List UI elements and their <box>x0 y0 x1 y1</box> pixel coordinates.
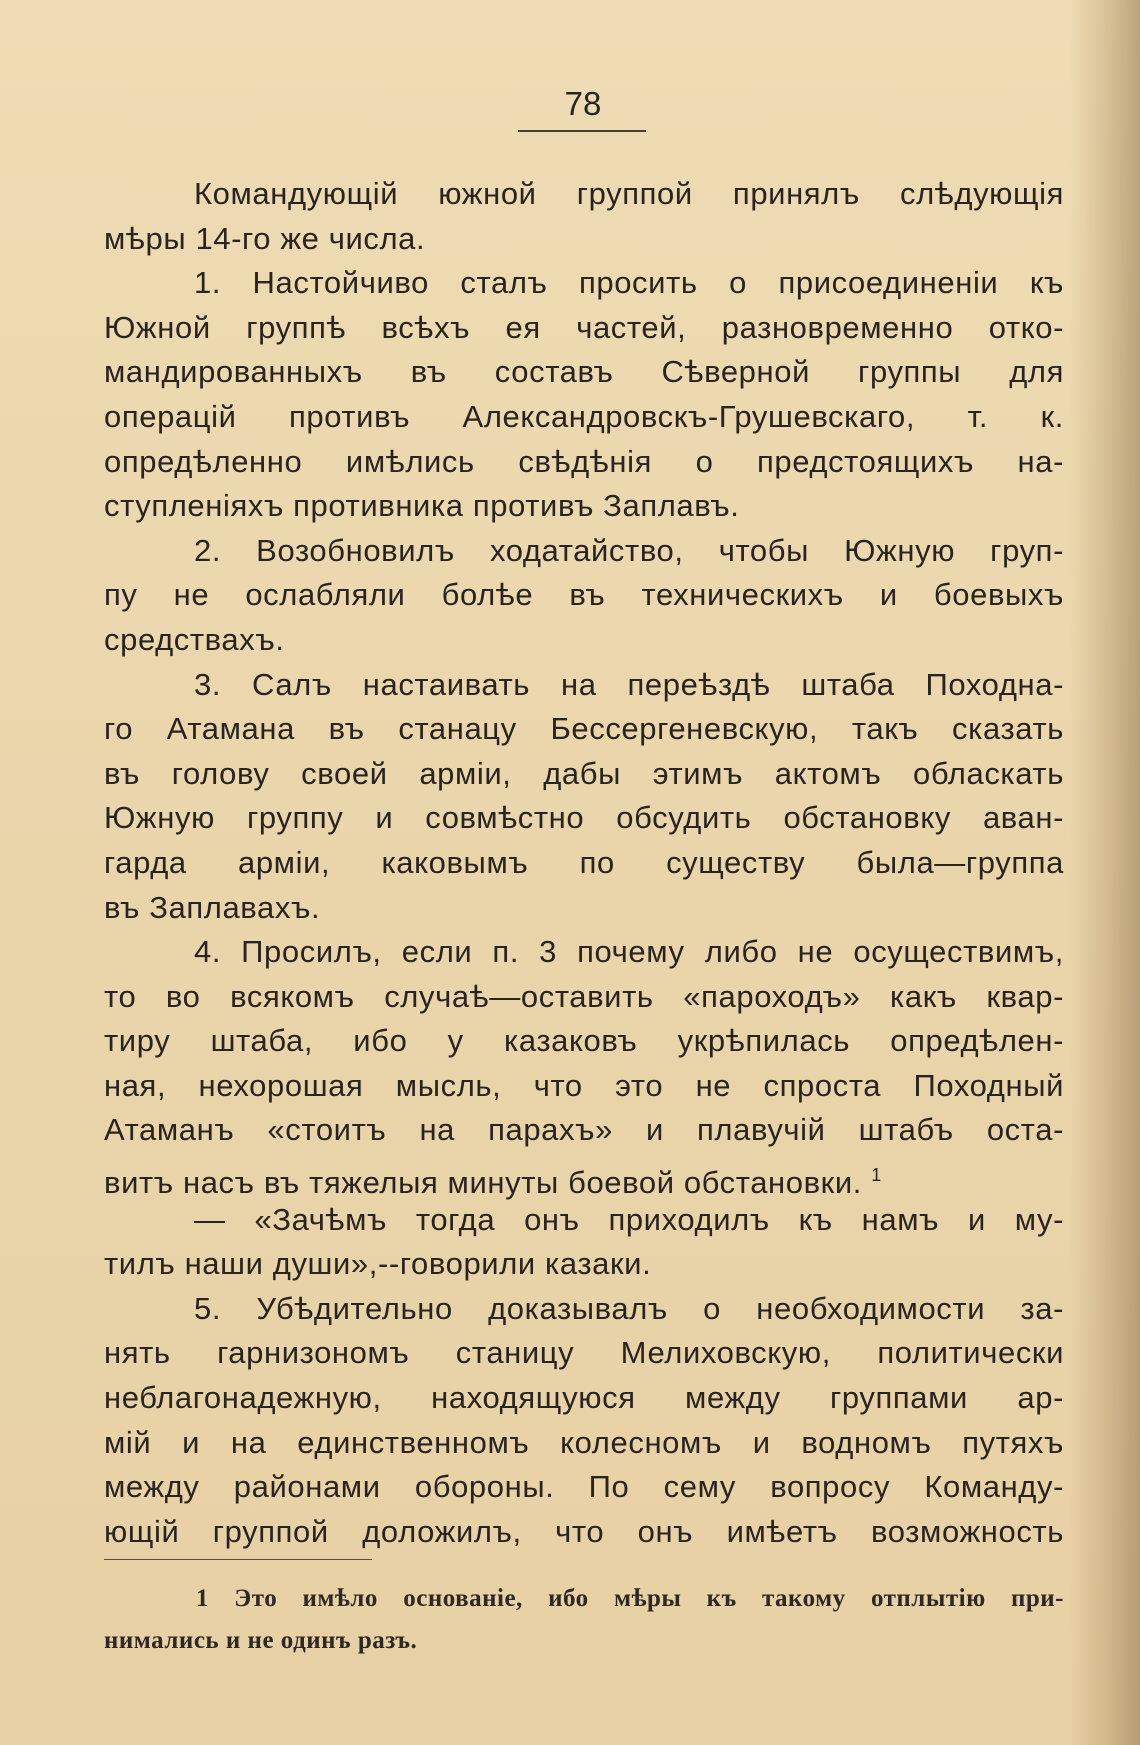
text-line: неблагонадежную, находящуюся между группами ар- <box>104 1380 1064 1416</box>
text-line: средствахъ. <box>104 621 285 657</box>
page-number-rule <box>518 130 646 132</box>
page-number: 78 <box>564 85 602 122</box>
text-line: тилъ наши души»,--говорили казаки. <box>104 1246 652 1282</box>
text-line: ступленіяхъ противника противъ Заплавъ. <box>104 488 740 524</box>
text-line-content: витъ насъ въ тяжелыя минуты боевой обстановки. <box>104 1165 862 1201</box>
text-line: въ голову своей арміи, дабы этимъ актомъ обласкать <box>104 755 1064 791</box>
main-text <box>104 172 1064 1554</box>
footnote-reference: 1 <box>871 1165 882 1186</box>
text-line: мій и на единственномъ колесномъ и водномъ путяхъ <box>104 1424 1064 1460</box>
text-line: опредѣленно имѣлись свѣдѣнія о предстоящихъ на- <box>104 443 1064 479</box>
text-line: операцій противъ Александровскъ-Грушевскаго, т. к. <box>104 398 1064 434</box>
text-line: Южную группу и совмѣстно обсудить обстановку аван- <box>104 800 1064 836</box>
text-line: мандированныхъ въ составъ Сѣверной группы для <box>104 354 1064 390</box>
text-line: нять гарнизономъ станицу Мелиховскую, политически <box>104 1335 1064 1371</box>
text-line: ющій группой доложилъ, что онъ имѣетъ возможность <box>104 1513 1064 1549</box>
text-line: Командующій южной группой принялъ слѣдующія <box>194 176 1064 211</box>
footnote-line: 1 Это имѣло основаніе, ибо мѣры къ такому отплытію при- <box>196 1585 1064 1612</box>
text-line: 2. Возобновилъ ходатайство, чтобы Южную груп- <box>194 532 1064 568</box>
text-line: 5. Убѣдительно доказывалъ о необходимости за- <box>194 1290 1064 1326</box>
text-line: въ Заплавахъ. <box>104 889 321 925</box>
text-line: гарда арміи, каковымъ по существу была—группа <box>104 844 1064 880</box>
footnote <box>104 1578 1064 1662</box>
text-line: 4. Просилъ, если п. 3 почему либо не осуществимъ, <box>194 934 1064 970</box>
text-line: Атаманъ «стоитъ на парахъ» и плавучій штабъ оста- <box>104 1112 1064 1148</box>
text-line-with-footnote <box>104 1153 1064 1201</box>
text-line: 1. Настойчиво сталъ просить о присоединеніи къ <box>194 265 1064 301</box>
text-line: тиру штаба, ибо у казаковъ укрѣпилась опредѣлен- <box>104 1023 1064 1059</box>
text-line: ная, нехорошая мысль, что это не спроста Походный <box>104 1067 1064 1103</box>
text-line: — «Зачѣмъ тогда онъ приходилъ къ намъ и му- <box>194 1201 1064 1237</box>
footnote-line: нимались и не одинъ разъ. <box>104 1627 418 1654</box>
text-line: мѣры 14-го же числа. <box>104 220 426 256</box>
text-line: пу не ослабляли болѣе въ техническихъ и боевыхъ <box>104 577 1064 613</box>
text-line: 3. Салъ настаивать на переѣздѣ штаба Походна- <box>194 666 1064 702</box>
footnote-separator <box>104 1559 372 1560</box>
text-line: между районами обороны. По сему вопросу Команду- <box>104 1469 1064 1505</box>
text-line: го Атамана въ станацу Бессергеневскую, такъ сказать <box>104 711 1064 747</box>
text-line: Южной группѣ всѣхъ ея частей, разновременно отко- <box>104 309 1064 345</box>
text-line: то во всякомъ случаѣ—оставить «пароходъ» какъ квар- <box>104 978 1064 1014</box>
